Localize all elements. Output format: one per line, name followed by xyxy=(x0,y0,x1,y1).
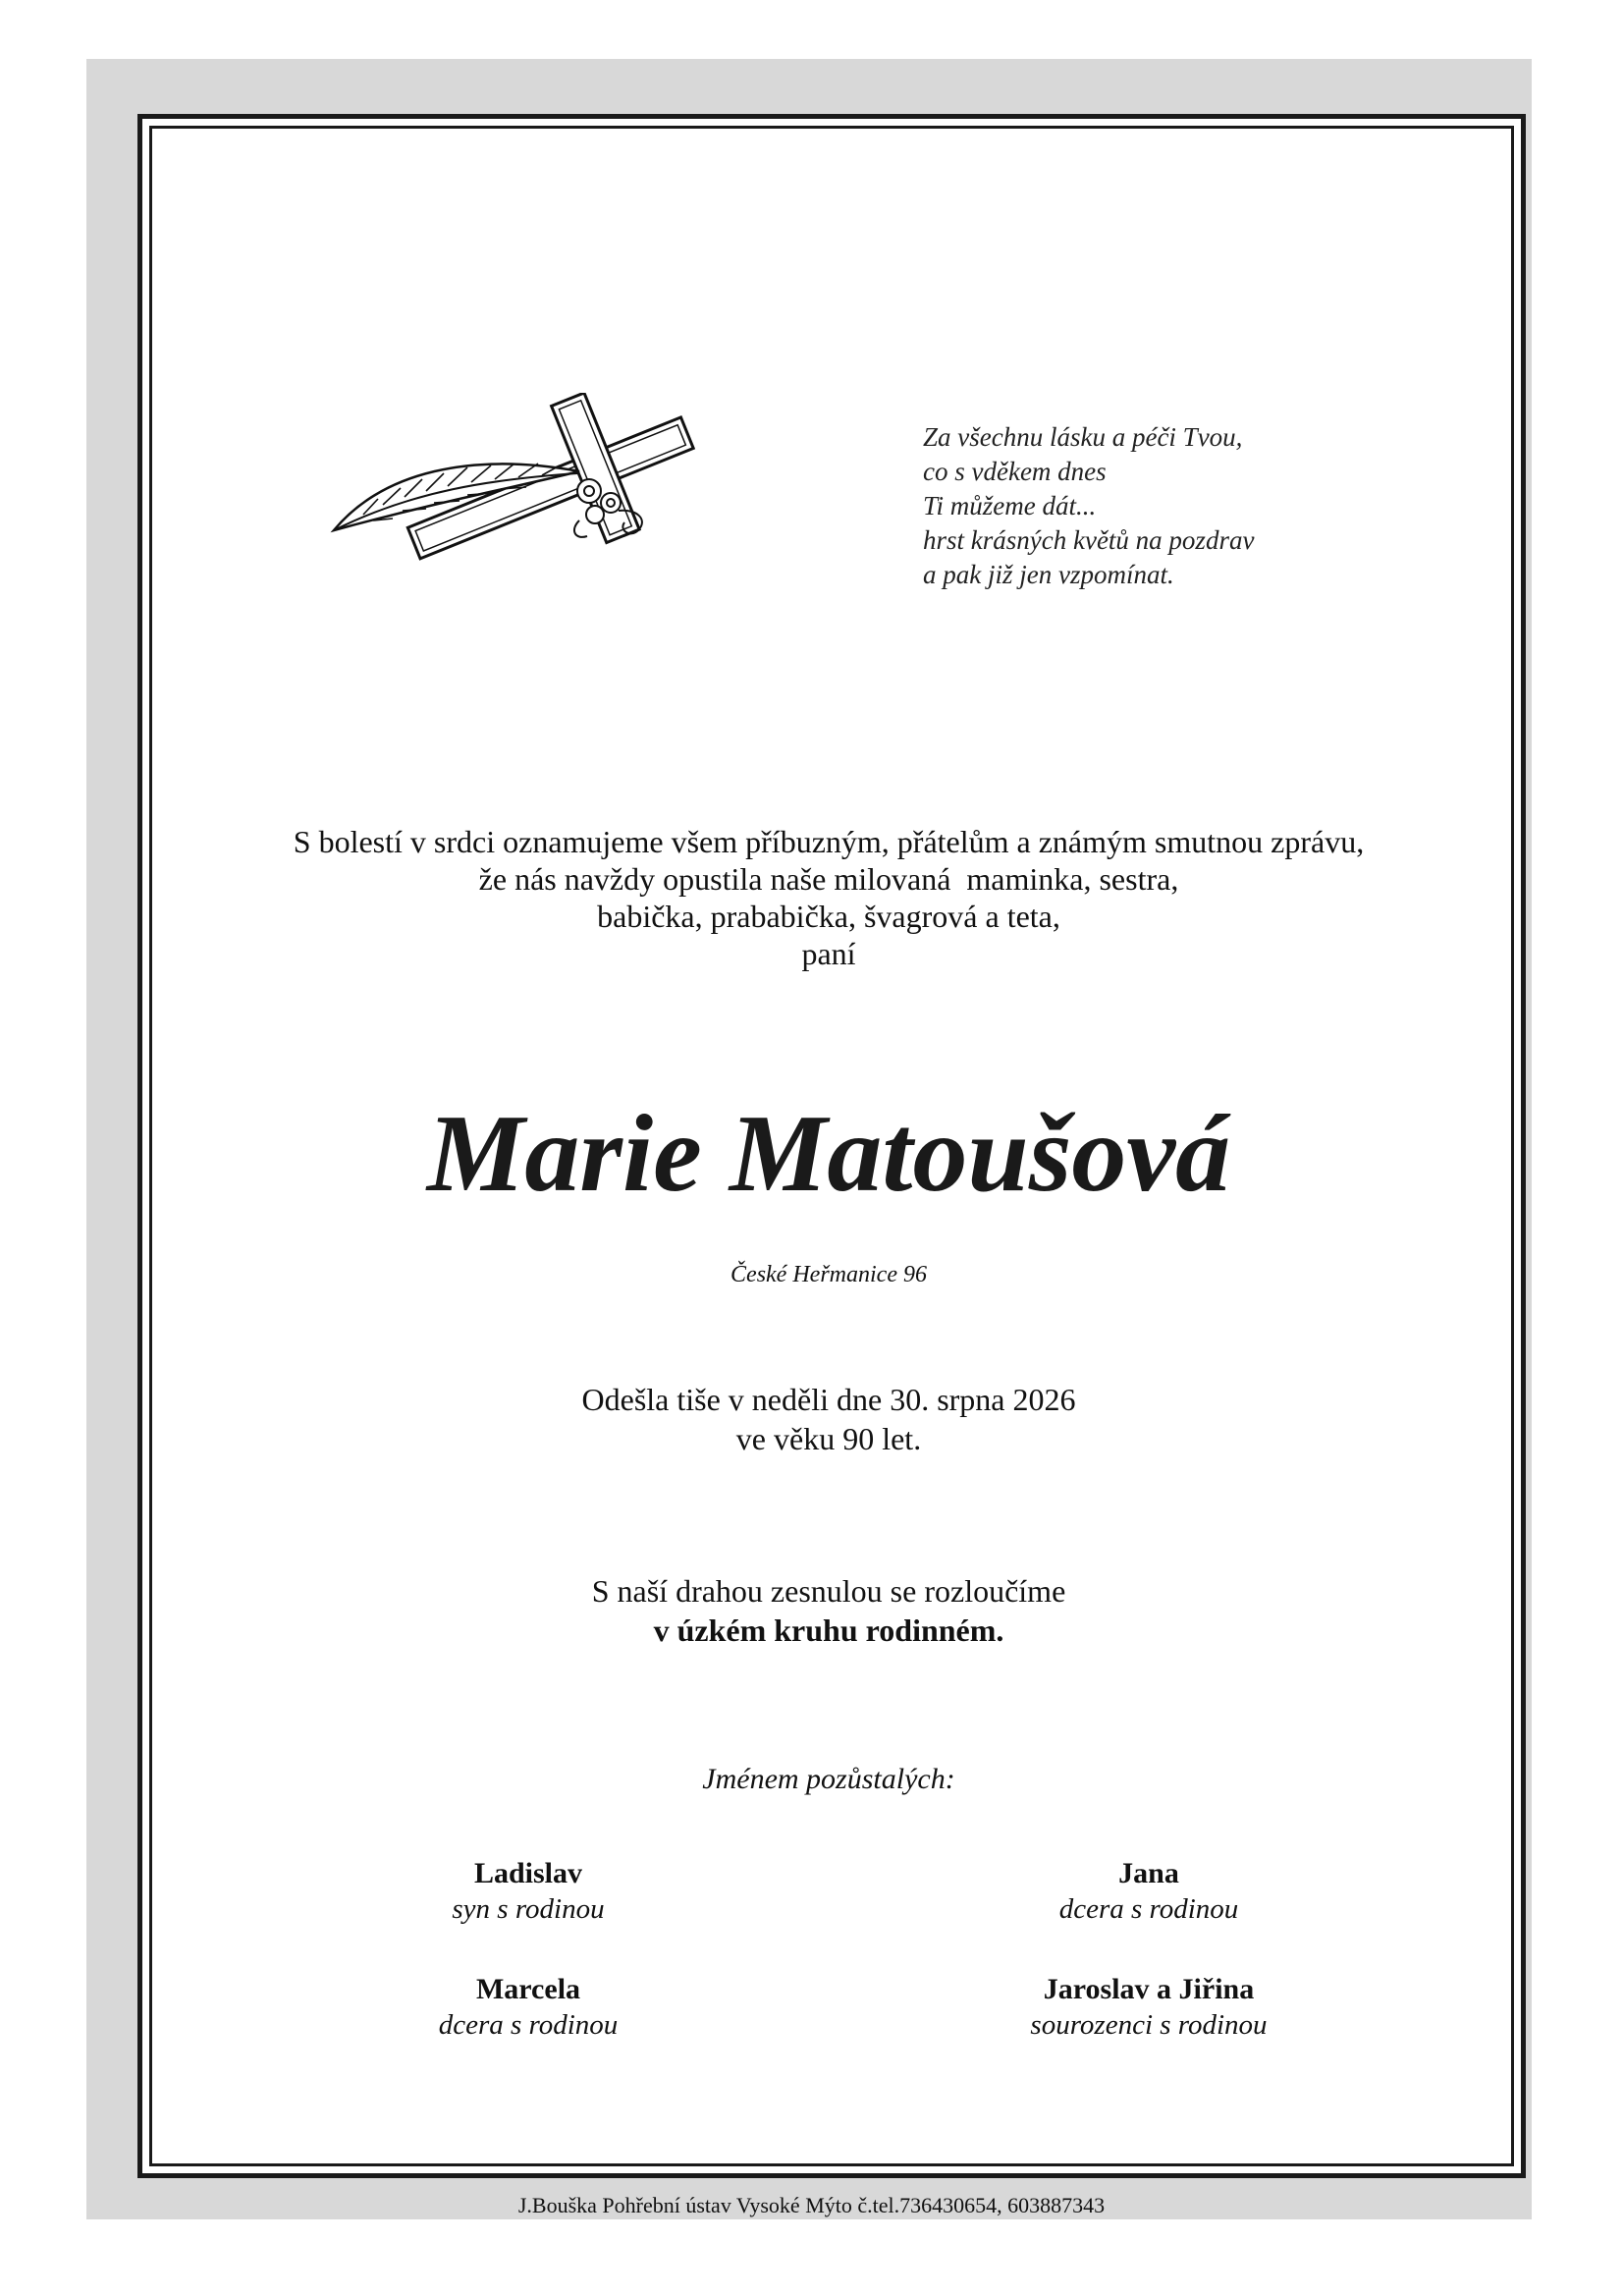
death-notice xyxy=(149,1380,1508,1458)
announcement-line: paní xyxy=(801,936,856,971)
deceased-name: Marie Matoušová xyxy=(426,1093,1231,1215)
announcement-line: že nás navždy opustila naše milovaná maminka, sestra, xyxy=(478,861,1179,897)
farewell-notice xyxy=(149,1571,1508,1650)
mourner-name: Marcela xyxy=(475,1973,581,2005)
mourner xyxy=(302,1856,754,1927)
poem-line: a pak již jen vzpomínat. xyxy=(923,560,1174,589)
cross-with-palm-leaf-icon xyxy=(324,393,736,570)
mourner xyxy=(923,1856,1375,1927)
poem xyxy=(923,420,1375,592)
announcement-line: S bolestí v srdci oznamujeme všem příbuzným, přátelům a známým smutnou zprávu, xyxy=(293,824,1365,859)
mourner-name: Jaroslav a Jiřina xyxy=(1043,1973,1255,2005)
mourner-relation: sourozenci s rodinou xyxy=(1030,2009,1268,2041)
poem-line: Za všechnu lásku a péči Tvou, xyxy=(923,422,1243,452)
mourner xyxy=(923,1972,1375,2043)
mourner-name: Ladislav xyxy=(473,1857,583,1889)
poem-line: co s vděkem dnes xyxy=(923,457,1107,486)
mourner-relation: dcera s rodinou xyxy=(1058,1893,1239,1925)
on-behalf-heading: Jménem pozůstalých: xyxy=(702,1763,955,1795)
mourner-relation: dcera s rodinou xyxy=(438,2009,619,2041)
farewell-line-bold: v úzkém kruhu rodinném. xyxy=(653,1613,1004,1648)
mourner xyxy=(302,1972,754,2043)
farewell-line: S naší drahou zesnulou se rozloučíme xyxy=(591,1573,1066,1609)
mourner-name: Jana xyxy=(1118,1857,1179,1889)
announcement-line: babička, prababička, švagrová a teta, xyxy=(597,899,1060,934)
poem-line: Ti můžeme dát... xyxy=(923,491,1097,520)
death-age: ve věku 90 let. xyxy=(735,1421,922,1456)
death-date: Odešla tiše v neděli dne 30. srpna 2026 xyxy=(581,1382,1076,1417)
funeral-service-footer: J.Bouška Pohřební ústav Vysoké Mýto č.tel.736430654, 603887343 xyxy=(517,2193,1106,2217)
poem-line: hrst krásných květů na pozdrav xyxy=(923,525,1255,555)
mourner-relation: syn s rodinou xyxy=(452,1893,605,1925)
announcement xyxy=(149,823,1508,972)
deceased-address: České Heřmanice 96 xyxy=(730,1262,927,1287)
